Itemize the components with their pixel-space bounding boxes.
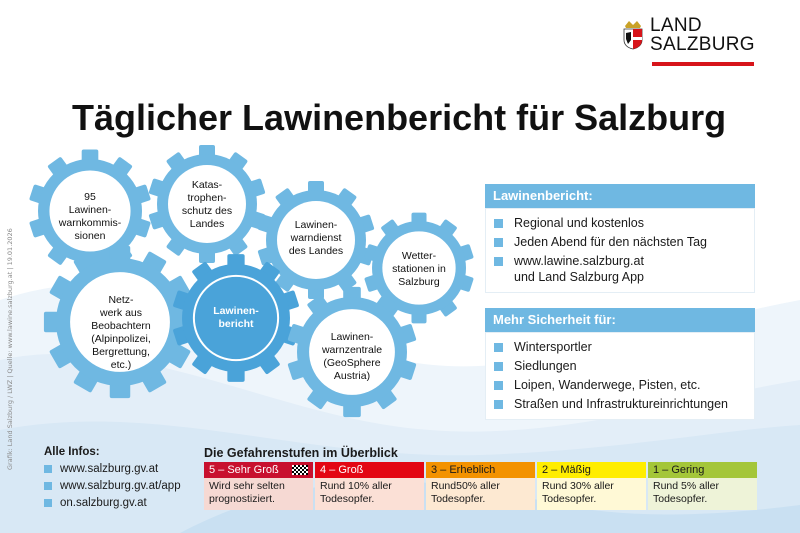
gear-label-warnzentrale: Lawinen- warnzentrale (GeoSphere Austria) <box>321 331 383 382</box>
panel-mehr-sicherheit-heading: Mehr Sicherheit für: <box>485 308 755 332</box>
side-credit: Grafik: Land Salzburg / LWZ | Quelle: www.lawine.salzburg.at | 19.01.2026 <box>6 228 14 470</box>
page-title: Täglicher Lawinenbericht für Salzburg <box>72 97 727 138</box>
bullet-square-icon <box>44 465 52 473</box>
bullet-square-icon <box>44 482 52 490</box>
danger-level-description: Rund50% aller Todesopfer. <box>426 478 535 510</box>
panel-mehr-sicherheit <box>485 308 755 420</box>
list-item: Regional und kostenlos <box>494 215 748 231</box>
danger-level-description: Rund 5% aller Todesopfer. <box>648 478 757 510</box>
logo-line-land: LAND <box>650 15 702 36</box>
info-link-salzburg[interactable]: www.salzburg.gv.at <box>44 461 181 478</box>
bullet-square-icon <box>494 238 503 247</box>
bullet-square-icon <box>494 343 503 352</box>
bullet-square-icon <box>494 362 503 371</box>
gear-label-katastrophenschutz: Katas- trophen- schutz des Landes <box>181 179 233 230</box>
danger-level-label: 4 – Groß <box>315 462 424 478</box>
danger-levels-title: Die Gefahrenstufen im Überblick <box>204 446 398 460</box>
panel-lawinenbericht-heading: Lawinenbericht: <box>485 184 755 208</box>
danger-level-description: Rund 30% aller Todesopfer. <box>537 478 646 510</box>
danger-level-description: Wird sehr selten prognostiziert. <box>204 478 313 510</box>
list-item: Loipen, Wanderwege, Pisten, etc. <box>494 377 748 393</box>
bullet-square-icon <box>494 400 503 409</box>
bullet-square-icon <box>494 381 503 390</box>
danger-level-2 <box>537 462 646 510</box>
bullet-square-icon <box>494 257 503 266</box>
danger-level-3 <box>426 462 535 510</box>
danger-level-1 <box>648 462 757 510</box>
logo-line-salzburg: SALZBURG <box>650 34 755 55</box>
danger-levels-table <box>204 462 757 510</box>
danger-levels <box>204 446 757 510</box>
danger-level-5 <box>204 462 313 510</box>
all-infos <box>44 446 181 512</box>
list-item: Wintersportler <box>494 339 748 355</box>
danger-level-label: 5 – Sehr Groß <box>204 462 313 478</box>
danger-level-label: 3 – Erheblich <box>426 462 535 478</box>
list-item: www.lawine.salzburg.at und Land Salzburg App <box>494 253 748 285</box>
danger-level-4 <box>315 462 424 510</box>
panel-mehr-sicherheit-body <box>485 332 755 420</box>
bullet-square-icon <box>494 219 503 228</box>
list-item: Jeden Abend für den nächsten Tag <box>494 234 748 250</box>
list-item: Straßen und Infrastruktureinrichtungen <box>494 396 748 412</box>
gear-label-warnkommissionen: 95 Lawinen- warnkommis- sionen <box>58 191 122 242</box>
gear-label-lawinenbericht: Lawinen- bericht <box>213 305 259 330</box>
danger-level-label: 2 – Mäßig <box>537 462 646 478</box>
gear-label-warndienst: Lawinen- warndienst des Landes <box>288 219 344 257</box>
info-link-on-salzburg[interactable]: on.salzburg.gv.at <box>44 495 181 512</box>
list-item: Siedlungen <box>494 358 748 374</box>
panel-lawinenbericht-body <box>485 208 755 293</box>
panel-lawinenbericht <box>485 184 755 293</box>
danger-level-label: 1 – Gering <box>648 462 757 478</box>
gear-label-wetterstationen: Wetter- stationen in Salzburg <box>392 250 446 288</box>
gear-label-beobachter: Netz- werk aus Beobachtern (Alpinpolizei, Bergrettung, etc.) <box>91 294 151 371</box>
bullet-square-icon <box>44 499 52 507</box>
all-infos-heading: Alle Infos: <box>44 446 100 458</box>
info-link-app[interactable]: www.salzburg.gv.at/app <box>44 478 181 495</box>
danger-level-description: Rund 10% aller Todesopfer. <box>315 478 424 510</box>
checkered-flag-icon <box>292 465 308 475</box>
